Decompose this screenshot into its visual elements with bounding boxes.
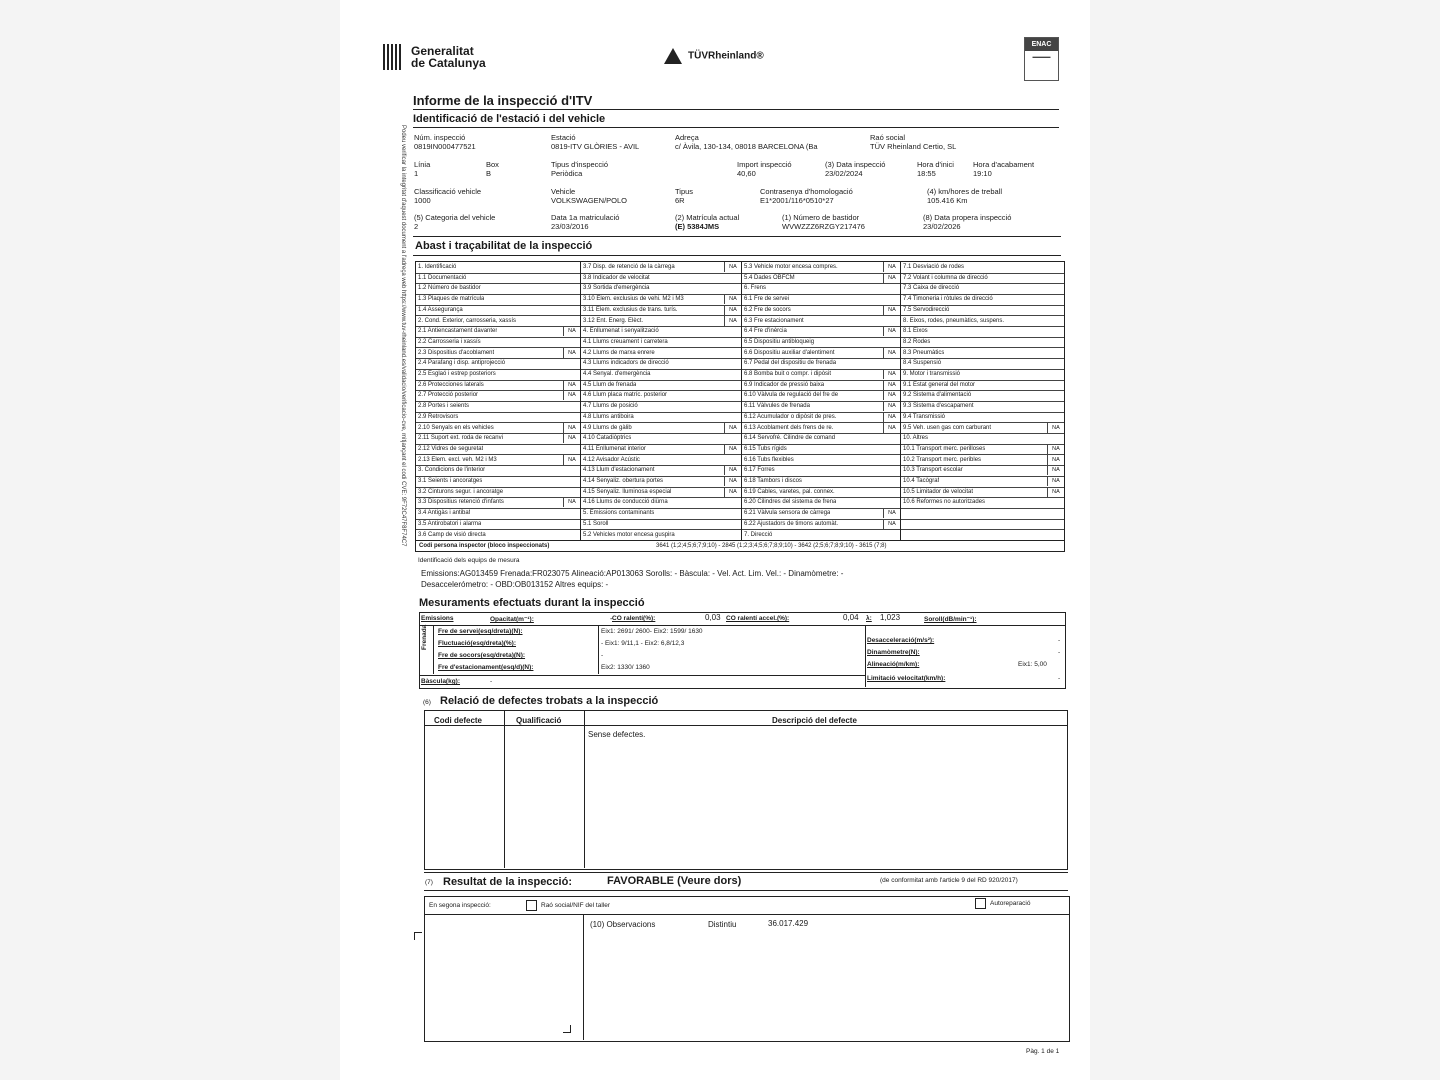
scope-item-label: 6.18 Tambors i discos <box>744 478 802 484</box>
scope-item-label: 3.8 Indicador de velocitat <box>583 274 650 281</box>
scope-item-na: NA <box>724 444 741 454</box>
field-bastidor: (1) Número de bastidor WVWZZZ6RZGY217476 <box>782 213 865 231</box>
defects-table <box>424 710 1068 870</box>
tuv-label: TÜVRheinland® <box>688 50 764 62</box>
field-estacio: Estació 0819-ITV GLÒRIES - AVIL <box>551 133 640 151</box>
scope-grid <box>415 261 1065 552</box>
bascula-label: Bàscula(kg): <box>421 678 461 685</box>
scope-item-label: 7.2 Volant i columna de direcció <box>903 274 988 281</box>
enac-label: ENAC <box>1025 38 1058 51</box>
scope-item-na: NA <box>563 380 580 390</box>
stamp-corner-tl <box>414 932 422 940</box>
scope-item-label: 3.7 Disp. de retenció de la càrrega <box>583 264 675 270</box>
inspector-value: 3641 (1;2;4;5;6;7;9;10) - 2845 (1;2;3;4;5;6;7;8;9;10) - 3642 (2;5;6;7;8;9;10) - 3615 (7;8) <box>656 543 887 549</box>
scope-item-na: NA <box>724 262 741 272</box>
scope-section-title: Abast i traçabilitat de la inspecció <box>415 240 593 252</box>
scope-item-label: 9.1 Estat general del motor <box>903 381 976 388</box>
field-num-inspeccio: Núm. inspecció 0819IN000477521 <box>414 133 476 151</box>
scope-item-label: 9.5 Veh. usen gas com carburant <box>903 424 992 431</box>
scope-item-label: 10.6 Reformes no autoritzades <box>903 499 986 506</box>
scope-item-label: 6.19 Cables, varetes, pal. connex. <box>744 488 835 495</box>
ident-section-title: Identificació de l'estació i del vehicle <box>413 113 606 125</box>
scope-item-label: 2.9 Retrovisors <box>418 413 459 420</box>
emissions-label: Emissions <box>421 615 454 622</box>
scope-item-label: 1.1 Documentació <box>418 274 467 281</box>
field-linia: Línia 1 <box>414 160 431 178</box>
scope-item-label: 4.11 Enllumenat interior <box>583 445 646 452</box>
defects-sep-1 <box>504 711 505 868</box>
opacitat-value: - <box>610 614 613 623</box>
defects-header-rule <box>424 725 1068 726</box>
scope-column-2 <box>581 262 741 551</box>
co-ralenti-value: 0,03 <box>705 613 721 622</box>
scope-item-label: 3.2 Cinturons segur. i ancoratge <box>418 488 504 495</box>
autoreparacio-checkbox[interactable] <box>975 898 986 909</box>
scope-item-label: 5.2 Vehicles motor encesa guspira <box>583 531 675 538</box>
scope-item-na: NA <box>883 305 900 315</box>
result-label: Resultat de la inspecció: <box>443 876 572 888</box>
scope-item-label: 5. Emissions contaminants <box>583 510 655 517</box>
scope-item-label: 6.10 Vàlvula de regulació del fre de <box>744 392 839 399</box>
scope-item-na: NA <box>724 294 741 304</box>
scope-item-label: 10. Altres <box>903 435 929 442</box>
org-line1: Generalitat <box>411 44 474 58</box>
fre-socors-value: - <box>601 652 604 659</box>
scope-item-label: 4. Enllumenat i senyalització <box>583 328 659 335</box>
scope-item-na: NA <box>883 423 900 433</box>
scope-item-na: NA <box>724 423 741 433</box>
scope-item-label: 6.3 Fre estacionament <box>744 317 804 324</box>
workshop-field <box>526 900 610 911</box>
scope-item-label: 7.1 Desviació de rodes <box>903 264 965 270</box>
org-line2: de Catalunya <box>411 56 486 70</box>
desacceleracio-label: Desacceleració(m/s²): <box>867 637 935 644</box>
scope-item-na: NA <box>1047 465 1064 475</box>
soroll-label: Soroll(dB/min⁻¹): <box>924 616 977 623</box>
scope-item-label: 2. Cond. Exterior, carrosseria, xassís <box>418 317 517 324</box>
scope-item-label: 10.3 Transport escolar <box>903 467 963 474</box>
scope-item-label: 6. Frens <box>744 285 767 292</box>
page-number: Pàg. 1 de 1 <box>1026 1048 1060 1055</box>
scope-item-label: 6.12 Acumulador o dipòsit de pres. <box>744 413 837 420</box>
desacceleracio-value: - <box>1058 637 1061 644</box>
scope-item-label: 2.12 Vidres de seguretat <box>418 445 484 452</box>
scope-item-label: 7. Direcció <box>744 531 773 538</box>
scope-item-na: NA <box>883 348 900 358</box>
scope-item-label: 3.10 Elem. exclusius de vehi. M2 i M3 <box>583 296 684 303</box>
scope-item-label: 6.15 Tubs rígids <box>744 445 787 452</box>
enac-seal-icon: ▬▬▬▬ <box>1032 54 1051 59</box>
scope-item-label: 3.9 Sortida d'emergència <box>583 285 650 292</box>
scope-item-na: NA <box>1047 487 1064 497</box>
lambda-label: λ: <box>866 615 872 622</box>
result-box <box>424 896 1070 1042</box>
fre-socors-label: Fre de socors(esq/dreta)(N): <box>438 652 526 659</box>
scope-item-label: 10.2 Transport merc. peribles <box>903 456 982 463</box>
scope-item-label: 6.7 Pedal del dispositiu de frenada <box>744 360 837 367</box>
distintiu-value: 36.017.429 <box>768 919 809 928</box>
frenada-sep <box>433 626 434 674</box>
lambda-value: 1,023 <box>880 613 901 622</box>
scope-item-na: NA <box>883 519 900 529</box>
scope-item-na: NA <box>563 455 580 465</box>
field-data-matriculacio: Data 1a matriculació 23/03/2016 <box>551 213 620 231</box>
verification-note: Podeu verificar la integritat d'aquest document a l'adreça web https://www.tuv-rheinland.es/validacio/verificacio-cve, mitjançant el codi CVE: 9F72C47F8F74C7 <box>400 125 406 547</box>
tuv-triangle-icon <box>664 48 682 64</box>
scope-item-na: NA <box>883 390 900 400</box>
scope-item-label: 4.4 Senyal. d'emergència <box>583 371 651 377</box>
scope-item-label: 4.8 Llums antiboira <box>583 413 634 420</box>
ident-rule <box>413 127 1059 128</box>
scope-item-label: 2.10 Senyals en els vehicles <box>418 424 494 431</box>
scope-item-label: 8.4 Suspensió <box>903 360 942 367</box>
scope-item-label: 3.6 Camp de visió directa <box>418 531 486 538</box>
scope-item-label: 1.2 Número de bastidor <box>418 285 481 292</box>
scope-item-label: 7.5 Servodirecció <box>903 306 950 313</box>
defects-sep-2 <box>584 711 585 868</box>
scope-item-na: NA <box>563 348 580 358</box>
scope-item-label: 2.5 Esglaó i estrep posteriors <box>418 371 496 377</box>
workshop-label: Raó social/NIF del taller <box>541 902 610 910</box>
field-homologacio: Contrasenya d'homologació E1*2001/116*0510*27 <box>760 187 853 205</box>
scope-item-label: 2.7 Protecció posterior <box>418 392 479 399</box>
scope-item-label: 4.13 Llum d'estacionament <box>583 467 655 474</box>
scope-item-label: 6.5 Dispositiu antibloqueig <box>744 338 815 345</box>
field-matricula: (2) Matrícula actual (E) 5384JMS <box>675 213 740 231</box>
scope-item-label: 8.3 Pneumàtics <box>903 349 945 356</box>
scope-column-4 <box>901 262 1064 551</box>
equipment-line2: Desaccelerómetro: - OBD:OB013152 Altres equips: - <box>421 580 609 589</box>
scope-item-label: 6.1 Fre de servei <box>744 296 790 303</box>
scope-rule <box>413 255 1061 256</box>
limitacio-value: - <box>1058 675 1061 682</box>
scope-item-na: NA <box>883 326 900 336</box>
scope-rule-top <box>413 236 1061 237</box>
scope-item-label: 6.20 Cilindres del sistema de frena <box>744 499 837 506</box>
opacitat-label: Opacitat(m⁻¹): <box>490 616 534 623</box>
stamp-corner-br <box>563 1025 571 1033</box>
fre-estacionament-label: Fre d'estacionament(esq/d)(N): <box>438 664 534 671</box>
scope-item-na: NA <box>724 487 741 497</box>
measurements-box <box>419 612 1066 689</box>
scope-item-label: 3.5 Antirobatori i alarma <box>418 520 482 527</box>
scope-column-1 <box>416 262 580 551</box>
scope-item-na: NA <box>724 476 741 486</box>
fre-estacionament-value: Eix2: 1330/ 1360 <box>601 664 650 671</box>
co-ralenti-label: CO ralentí(%): <box>612 615 656 622</box>
scope-item-label: 5.1 Soroll <box>583 520 609 527</box>
scope-item-label: 6.17 Forres <box>744 467 775 474</box>
scope-item-label: 3.4 Antigàs i antibaf <box>418 510 471 517</box>
field-rao-social: Raó social TÜV Rheinland Certio, SL <box>870 133 957 151</box>
field-tipus: Tipus 6R <box>675 187 694 205</box>
defect-description: Sense defectes. <box>588 730 646 739</box>
scope-item-label: 4.14 Senyaliz. obertura portes <box>583 478 664 484</box>
col-codi-defecte: Codi defecte <box>434 716 483 725</box>
autorep-label: Autoreparació <box>990 900 1031 908</box>
field-vehicle: Vehicle VOLKSWAGEN/POLO <box>551 187 627 205</box>
scope-item-label: 8.1 Eixos <box>903 328 928 335</box>
scope-item-label: 8.2 Rodes <box>903 338 931 345</box>
scope-item-label: 6.4 Fre d'inèrcia <box>744 328 787 335</box>
scope-item-label: 4.12 Avisador Acústic <box>583 456 640 463</box>
scope-item-na: NA <box>563 423 580 433</box>
scope-item-label: 6.16 Tubs flexibles <box>744 456 794 463</box>
defects-title: Relació de defectes trobats a la inspecció <box>440 695 659 707</box>
fre-servei-label: Fre de servei(esq/dreta)(N): <box>438 628 523 635</box>
scope-item-label: 2.6 Protecciones laterals <box>418 381 484 388</box>
frenada-label: Frenada <box>421 624 428 650</box>
scope-column-3 <box>742 262 900 551</box>
result-inner-rule <box>424 914 1070 915</box>
scope-item-label: 6.14 Servofré. Cilindre de comand <box>744 435 836 442</box>
scope-item-na: NA <box>563 433 580 443</box>
enac-seal <box>1024 37 1059 81</box>
scope-item-na: NA <box>883 508 900 518</box>
scope-item-label: 4.1 Llums creuament i carretera <box>583 338 668 345</box>
autorep-field <box>975 898 1030 909</box>
result-num: (7) <box>425 879 433 886</box>
col-qualificacio: Qualificació <box>516 716 562 725</box>
scope-item-label: 9.2 Sistema d'alimentació <box>903 392 972 399</box>
scope-item-label: 3.3 Dispositius retenció d'infants <box>418 499 504 506</box>
field-km: (4) km/hores de treball 105.416 Km <box>927 187 1003 205</box>
second-inspection-label: En segona inspecció: <box>429 902 491 909</box>
scope-item-label: 6.22 Ajustadors de timons automàt. <box>744 520 839 527</box>
result-note: (de conformitat amb l'article 9 del RD 920/2017) <box>880 877 1018 884</box>
scope-item-label: 7.3 Caixa de direcció <box>903 285 960 292</box>
scope-item-label: 4.15 Senyaliz. lluminosa especial <box>583 488 672 495</box>
scope-item-na: NA <box>1047 476 1064 486</box>
fre-servei-value: Eix1: 2691/ 2600- Eix2: 1599/ 1630 <box>601 628 703 635</box>
scope-item-na: NA <box>724 465 741 475</box>
scope-item-label: 6.6 Dispositiu auxiliar d'alentiment <box>744 349 835 356</box>
scope-item-label: 9.3 Sistema d'escapament <box>903 403 974 410</box>
scope-item-na: NA <box>883 369 900 379</box>
scope-item-label: 6.8 Bomba buit o compr. i dipòsit <box>744 371 832 377</box>
scope-item-label: 1. Identificació <box>418 264 457 270</box>
scope-item-na: NA <box>883 412 900 422</box>
scope-item-label: 6.2 Fre de socors <box>744 306 791 313</box>
scope-item-na: NA <box>1047 444 1064 454</box>
scope-item-label: 1.3 Plaques de matrícula <box>418 296 485 303</box>
scope-item-label: 9.4 Transmissió <box>903 413 946 420</box>
scope-item-na: NA <box>883 262 900 272</box>
scope-item-label: 5.3 Vehicle motor encesa compres. <box>744 264 838 270</box>
field-categoria: (5) Categoria del vehicle 2 <box>414 213 496 231</box>
bascula-value: - <box>490 678 493 685</box>
dinamometre-value: - <box>1058 649 1061 656</box>
observacions-label: (10) Observacions <box>590 920 656 929</box>
scope-item-label: 6.21 Vàlvula sensora de càrrega <box>744 510 831 517</box>
field-hora-inici: Hora d'inici 18:55 <box>917 160 954 178</box>
field-adreca: Adreça c/ Àvila, 130-134, 08018 BARCELONA (Ba <box>675 133 818 151</box>
scope-item-label: 7.4 Timoneria i ròtules de direcció <box>903 296 993 303</box>
fluctuacio-label: Fluctuació(esq/dreta)(%): <box>438 640 517 647</box>
co-accel-value: 0,04 <box>843 613 859 622</box>
field-hora-acabament: Hora d'acabament 19:10 <box>973 160 1035 178</box>
generalitat-logo-icon <box>383 44 403 70</box>
scope-item-label: 3.12 Ent. Energ. Elèct. <box>583 317 644 324</box>
field-box: Box B <box>486 160 499 178</box>
scope-item-na: NA <box>724 316 741 326</box>
field-tipus-inspeccio: Tipus d'inspecció Periòdica <box>551 160 609 178</box>
scope-item-label: 3. Condicions de l'interior <box>418 467 486 474</box>
distintiu-label: Distintiu <box>708 920 737 929</box>
scope-item-label: 4.5 Llum de frenada <box>583 381 637 388</box>
scope-item-label: 10.5 Limitador de velocitat <box>903 488 974 495</box>
scope-item-na: NA <box>563 497 580 507</box>
meas-rule-1 <box>419 625 1065 626</box>
left-margin <box>0 0 340 1080</box>
result-rule <box>424 890 1068 891</box>
scope-item-label: 4.7 Llums de posició <box>583 403 638 410</box>
fluctuacio-value: - Eix1: 9/11,1 - Eix2: 6,8/12,3 <box>601 640 685 647</box>
scope-item-label: 4.6 Llum placa matríc. posterior <box>583 392 668 399</box>
alineacio-value: Eix1: 5,00 <box>1018 661 1047 668</box>
generalitat-name <box>411 45 486 69</box>
scope-item-na: NA <box>563 326 580 336</box>
scope-item-label: 10.4 Tacògraf <box>903 478 940 484</box>
measurements-title: Mesuraments efectuats durant la inspecció <box>419 597 645 609</box>
limitacio-label: Limitació velocitat(km/h): <box>867 675 946 682</box>
scope-item-label: 4.9 Llums de gàlib <box>583 424 632 431</box>
scope-item-label: 3.11 Elem. exclusius de trans. turís. <box>583 306 678 313</box>
scope-item-label: 5.4 Dades OBFCM <box>744 274 795 281</box>
scope-item-label: 6.9 Indicador de pressió baixa <box>744 381 825 388</box>
col-descripcio: Descripció del defecte <box>772 716 857 725</box>
result-rule-top <box>424 872 1068 873</box>
scope-item-na: NA <box>724 305 741 315</box>
meas-rule-2 <box>419 675 865 676</box>
scope-item-label: 9. Motor i transmissió <box>903 371 961 377</box>
scope-item-na: NA <box>883 380 900 390</box>
scope-item-label: 3.1 Seients i ancoratges <box>418 478 483 484</box>
scope-item-na: NA <box>883 401 900 411</box>
result-value: FAVORABLE (Veure dors) <box>607 875 742 887</box>
scope-item-label: 10.1 Transport merc. perilloses <box>903 445 986 452</box>
scope-item-label: 2.1 Antiencastament davanter <box>418 328 498 335</box>
equipment-label: Identificació dels equips de mesura <box>418 557 520 564</box>
inspector-label: Codi persona inspector (bloco inspeccionats) <box>419 543 550 549</box>
right-meas-sep <box>865 626 866 687</box>
scope-item-na: NA <box>1047 455 1064 465</box>
scope-item-na: NA <box>1047 423 1064 433</box>
field-data-inspeccio: (3) Data inspecció 23/02/2024 <box>825 160 886 178</box>
scope-item-label: 1.4 Assegurança <box>418 306 463 313</box>
scope-item-label: 6.13 Acoblament dels frens de re. <box>744 424 834 431</box>
report-title: Informe de la inspecció d'ITV <box>413 93 593 108</box>
brake-value-sep <box>598 626 599 674</box>
scope-item-label: 2.11 Suport ext. roda de recanvi <box>418 435 503 442</box>
scope-item-label: 6.11 Vàlvules de frenada <box>744 403 810 410</box>
scope-item-label: 4.10 Catadiòptrics <box>583 435 632 442</box>
scope-item-label: 2.13 Elem. excl. veh. M2 i M3 <box>418 456 497 463</box>
inspector-row <box>415 540 1065 552</box>
alineacio-label: Alineació(m/km): <box>867 661 920 668</box>
scope-item-label: 4.2 Llums de marxa enrere <box>583 349 655 356</box>
equipment-line1: Emissions:AG013459 Frenada:FR023075 Alineació:AP013063 Sorolls: - Bàscula: - Vel. Act. Lim. Vel.: - Dinamòmetre: - <box>421 569 844 578</box>
scope-item-label: 4.16 Llums de conducció diürna <box>583 499 668 506</box>
tuv-logo <box>664 48 764 64</box>
scope-item-label: 2.3 Dispositius d'acoblament <box>418 349 495 356</box>
right-margin <box>1090 0 1440 1080</box>
field-propera-inspeccio: (8) Data propera inspecció 23/02/2026 <box>923 213 1012 231</box>
scope-item-label: 8. Eixos, rodes, pneumàtics, suspens. <box>903 317 1005 324</box>
co-accel-label: CO ralentí accel.(%): <box>726 615 790 622</box>
second-inspection-checkbox[interactable] <box>526 900 537 911</box>
dinamometre-label: Dinamòmetre(N): <box>867 649 920 656</box>
scope-item-label: 2.4 Parafang i disp. antiprojecció <box>418 360 506 367</box>
field-import: Import inspecció 40,60 <box>737 160 792 178</box>
scope-item-label: 4.3 Llums indicadors de direcció <box>583 360 669 367</box>
defects-num: (6) <box>423 699 431 706</box>
scope-item-label: 2.2 Carrosseria i xassís <box>418 338 481 345</box>
title-rule <box>413 109 1059 110</box>
obs-sep <box>583 915 584 1040</box>
scope-item-na: NA <box>563 390 580 400</box>
field-classificacio: Classificació vehicle 1000 <box>414 187 482 205</box>
scope-item-na: NA <box>883 273 900 283</box>
scope-item-label: 2.8 Portes i seients <box>418 403 470 410</box>
